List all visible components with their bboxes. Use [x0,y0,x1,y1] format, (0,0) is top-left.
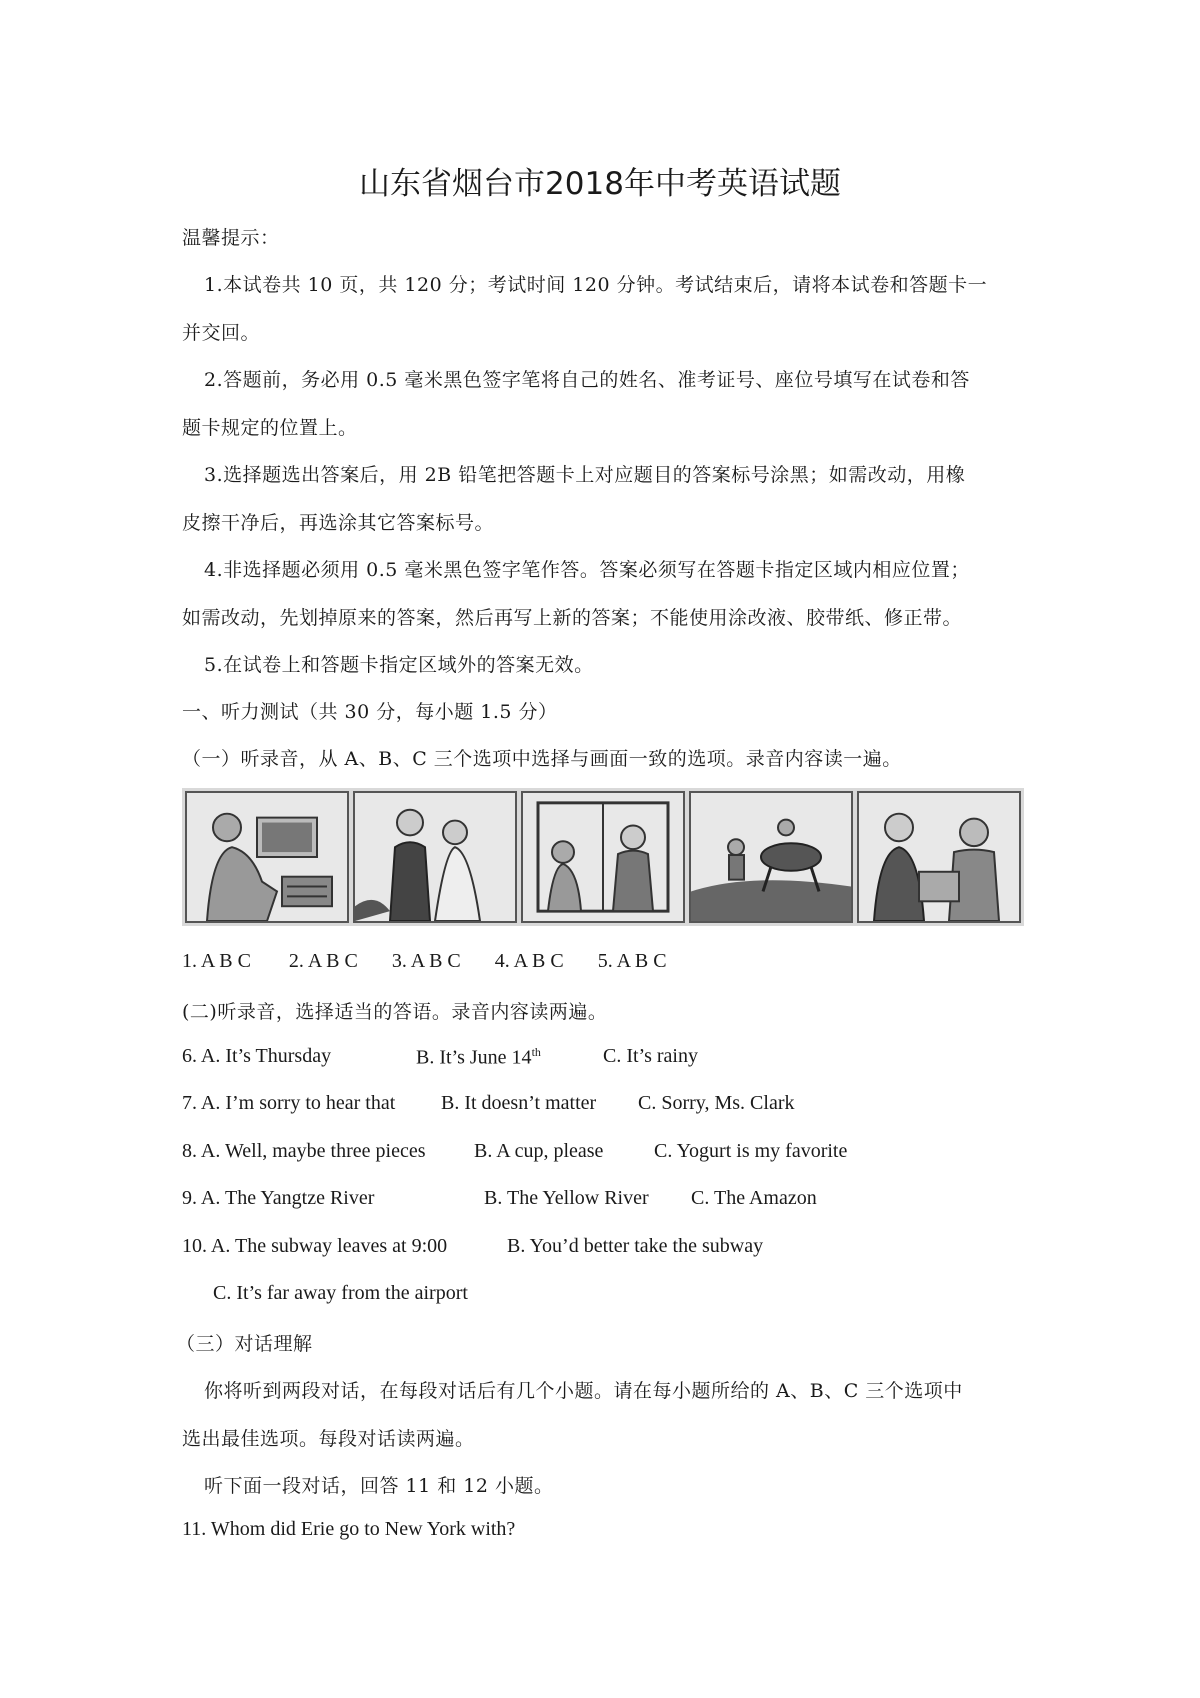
tip-1-line-1: 1.本试卷共 10 页，共 120 分；考试时间 120 分钟。考试结束后，请将本试卷和答题卡一 [204,274,988,296]
part-1-heading: （一）听录音，从 A、B、C 三个选项中选择与画面一致的选项。录音内容读一遍。 [182,748,902,770]
picture-1-woman-at-computer [185,791,349,923]
picture-option-4: 4. A B C [494,950,564,972]
tip-4-line-2: 如需改动，先划掉原来的答案，然后再写上新的答案；不能使用涂改液、胶带纸、修正带。 [182,607,963,629]
q10-option-b: B. You’d better take the subway [507,1235,764,1257]
tips-label: 温馨提示： [182,227,280,249]
picture-option-2: 2. A B C [288,950,358,972]
q6-option-b: B. It’s June 14th [416,1045,541,1069]
part-3-intro-line-2: 选出最佳选项。每段对话读两遍。 [182,1428,475,1450]
q9-option-b: B. The Yellow River [484,1187,649,1209]
picture-4-horse-riders [689,791,853,923]
picture-strip [182,788,1024,926]
q10-option-c: C. It’s far away from the airport [213,1282,468,1304]
q10-option-a: 10. A. The subway leaves at 9:00 [182,1235,448,1257]
tip-2-line-1: 2.答题前，务必用 0.5 毫米黑色签字笔将自己的姓名、准考证号、座位号填写在试卷和答 [204,369,970,391]
part-2-heading: (二)听录音，选择适当的答语。录音内容读两遍。 [182,1001,608,1023]
q6-option-b-sup: th [531,1045,541,1059]
tip-5: 5.在试卷上和答题卡指定区域外的答案无效。 [204,654,594,676]
part-3-subheading: 听下面一段对话，回答 11 和 12 小题。 [204,1475,554,1497]
q6-option-a: 6. A. It’s Thursday [182,1045,332,1067]
picture-5-family-shopping [857,791,1021,923]
tip-3-line-1: 3.选择题选出答案后，用 2B 铅笔把答题卡上对应题目的答案标号涂黑；如需改动，用橡 [204,464,966,486]
part-3-intro-line-1: 你将听到两段对话，在每段对话后有几个小题。请在每小题所给的 A、B、C 三个选项中 [204,1380,963,1402]
tip-4-line-1: 4.非选择题必须用 0.5 毫米黑色签字笔作答。答案必须写在答题卡指定区域内相应位置； [204,559,970,581]
q6-option-c: C. It’s rainy [603,1045,698,1067]
q8-option-c: C. Yogurt is my favorite [654,1140,848,1162]
q8-option-b: B. A cup, please [474,1140,604,1162]
q9-option-c: C. The Amazon [691,1187,817,1209]
page-title: 山东省烟台市2018年中考英语试题 [359,166,841,202]
q8-option-a: 8. A. Well, maybe three pieces [182,1140,426,1162]
q11-question: 11. Whom did Erie go to New York with? [182,1518,516,1540]
picture-option-5: 5. A B C [597,950,667,972]
tip-3-line-2: 皮擦干净后，再选涂其它答案标号。 [182,512,495,534]
q7-option-c: C. Sorry, Ms. Clark [638,1092,795,1114]
picture-3-cleaning-window [521,791,685,923]
part-3-heading: （三）对话理解 [176,1333,313,1355]
q7-option-b: B. It doesn’t matter [441,1092,597,1114]
q7-option-a: 7. A. I’m sorry to hear that [182,1092,396,1114]
picture-2-couple-wedding [353,791,517,923]
picture-option-1: 1. A B C [182,950,251,972]
picture-option-3: 3. A B C [391,950,461,972]
section-1-heading: 一、听力测试（共 30 分，每小题 1.5 分） [182,701,558,723]
tip-2-line-2: 题卡规定的位置上。 [182,417,358,439]
tip-1-line-2: 并交回。 [182,322,261,344]
picture-options [182,950,667,973]
q9-option-a: 9. A. The Yangtze River [182,1187,375,1209]
